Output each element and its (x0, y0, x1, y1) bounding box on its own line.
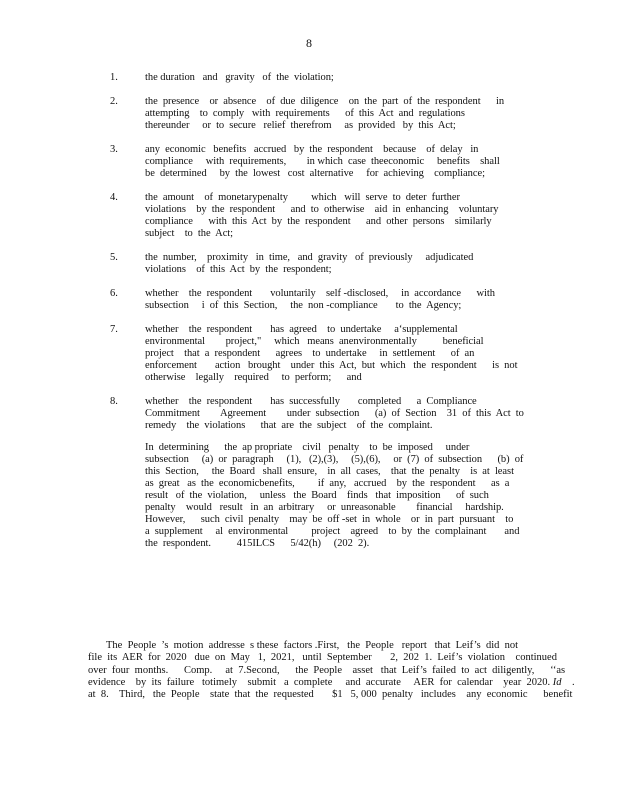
list-item (0, 72, 618, 84)
body-line: at 8. Third, the People state that the requested $1 5, 000 penalty includes any economic benefit (88, 689, 573, 701)
item-text-line: thereunder or to secure relief therefrom as provided by this Act; (145, 120, 456, 131)
list-item (0, 252, 618, 276)
body-line: The People ’s motion addresse s these factors .First, the People report that Leif’s did not (106, 640, 519, 651)
item-number: 7. (110, 324, 118, 335)
item-text-line: be determined by the lowest cost alternative for achieving compliance; (145, 168, 485, 179)
list-item (0, 144, 618, 180)
paragraph-line: this Section, the Board shall ensure, in all cases, that the penalty is at least (145, 466, 514, 477)
list-item (0, 324, 618, 384)
item-text-line: subject to the Act; (145, 228, 234, 239)
item-text-line: remedy the violations that are the subject of the complaint. (145, 420, 433, 431)
body-text: evidence by its failure totimely submit a complete and accurate AER for calendar year 2020. (88, 676, 553, 688)
paragraph-line: as great as the economicbenefits, if any, accrued by the respondent as a (145, 478, 510, 489)
paragraph-line: In determining the ap propriate civil penalty to be imposed under (145, 442, 470, 453)
item-text-line: the number, proximity in time, and gravity of previously adjudicated (145, 252, 474, 263)
item-text-line: otherwise legally required to perform; and (145, 372, 362, 383)
item-number: 8. (110, 396, 118, 407)
page-number: 8 (306, 36, 312, 50)
list-item (0, 288, 618, 312)
list-item (0, 192, 618, 240)
paragraph-line: penalty would result in an arbitrary or unreasonable financial hardship. (145, 502, 504, 513)
item-text-line: whether the respondent has successfully completed a Compliance (145, 396, 477, 407)
item-text-line: compliance with this Act by the respondent and other persons similarly (145, 216, 492, 227)
item-text-line: any economic benefits accrued by the respondent because of delay in (145, 144, 479, 155)
body-line: file its AER for 2020 due on May 1, 2021, until September 2, 202 1. Leif’s violation continued (88, 652, 557, 664)
list-item (0, 396, 618, 550)
item-text-line: whether the respondent has agreed to undertake a‘supplemental (145, 324, 458, 335)
item-number: 1. (110, 72, 118, 83)
body-line: over four months. Comp. at 7.Second, the People asset that Leif’s failed to act diligently, ‘‘as (88, 664, 566, 676)
item-number: 5. (110, 252, 118, 263)
paragraph-line: However, such civil penalty may be off -set in whole or in part pursuant to (145, 514, 514, 525)
item-text-line: project that a respondent agrees to undertake in settlement of an (145, 348, 475, 359)
factors-list (0, 72, 618, 562)
list-item (0, 96, 618, 132)
paragraph-line: the respondent. 415ILCS 5/42(h) (202 2). (145, 538, 370, 549)
item-text-line: the duration and gravity of the violation; (145, 72, 334, 83)
item-text-line: compliance with requirements, in which case theeconomic benefits shall (145, 156, 500, 167)
item-number: 4. (110, 192, 118, 203)
item-number: 3. (110, 144, 118, 155)
item-number: 6. (110, 288, 118, 299)
paragraph-line: subsection (a) or paragraph (1), (2),(3), (5),(6), or (7) of subsection (b) of (145, 454, 524, 465)
item-number: 2. (110, 96, 118, 107)
item-text-line: attempting to comply with requirements of this Act and regulations (145, 108, 465, 119)
item-text-line: subsection i of this Section, the non -compliance to the Agency; (145, 300, 462, 311)
body-line (88, 676, 575, 689)
item-text-line: violations by the respondent and to otherwise aid in enhancing voluntary (145, 204, 499, 215)
item-text-line: environmental project," which means anenvironmentally beneficial (145, 336, 484, 347)
item-text-line: enforcement action brought under this Act, but which the respondent is not (145, 360, 518, 371)
body-paragraph (88, 640, 575, 701)
paragraph-line: result of the violation, unless the Board finds that imposition of such (145, 490, 489, 501)
item-text-line: whether the respondent voluntarily self -disclosed, in accordance with (145, 288, 495, 299)
body-text: . (561, 676, 575, 688)
item-text-line: the amount of monetarypenalty which will serve to deter further (145, 192, 460, 203)
item-text-line: Commitment Agreement under subsection (a) of Section 31 of this Act to (145, 408, 524, 419)
determining-paragraph (145, 442, 524, 550)
paragraph-line: a supplement al environmental project agreed to by the complainant and (145, 526, 520, 537)
id-citation: Id (552, 676, 562, 688)
item-text-line: the presence or absence of due diligence on the part of the respondent in (145, 96, 505, 107)
item-text-line: violations of this Act by the respondent; (145, 264, 332, 275)
